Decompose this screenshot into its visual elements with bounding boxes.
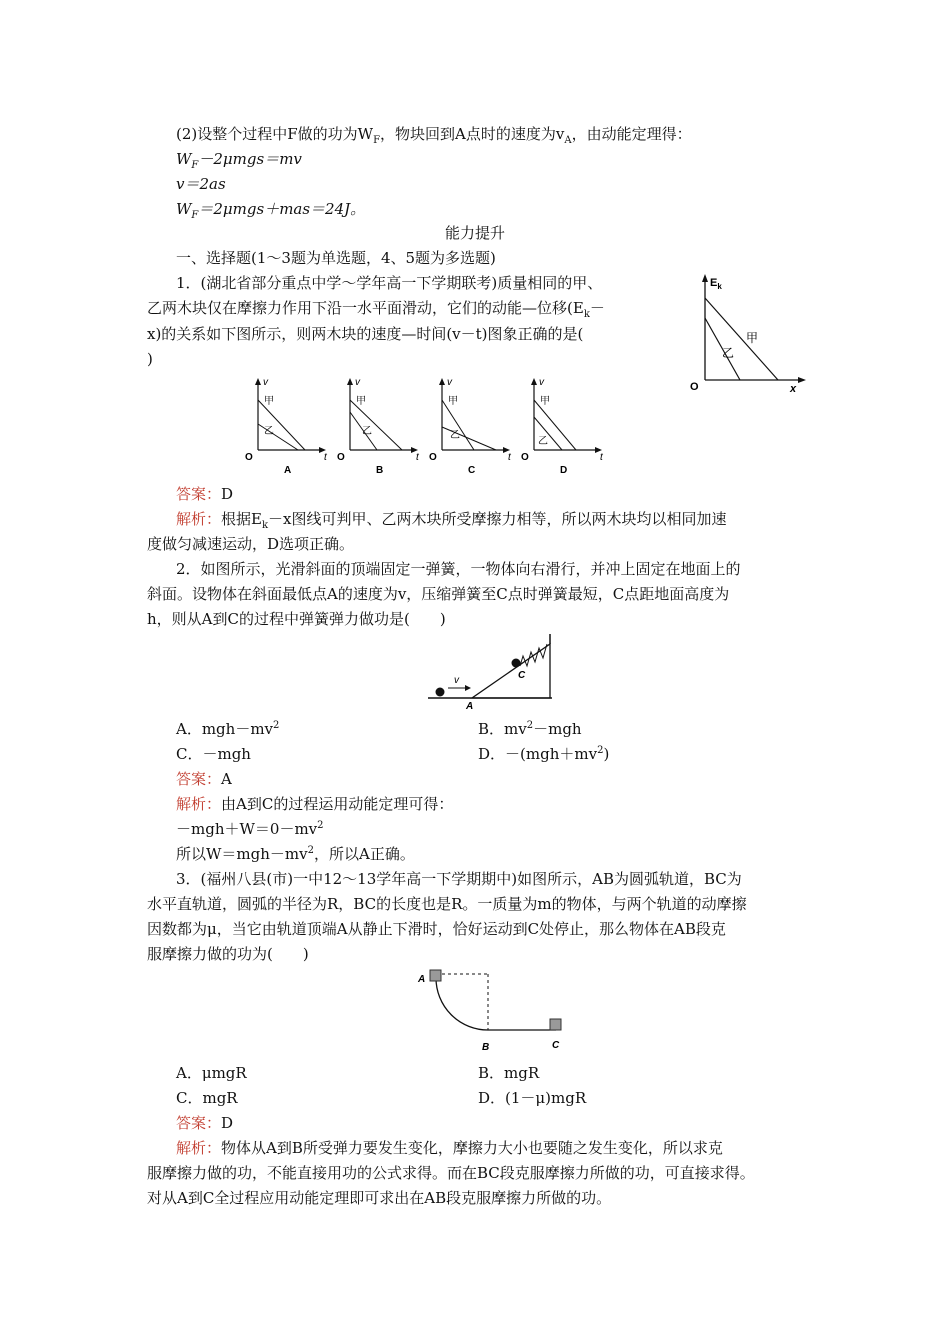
superscript: 2 [597, 745, 604, 756]
text: 根据E [221, 510, 262, 528]
q1-line-3: x)的关系如下图所示，则两木块的速度—时间(v－t)图象正确的是( [147, 325, 584, 343]
prev-solution-line-2 [176, 149, 302, 172]
a-label: A [466, 701, 474, 710]
line-jia [350, 400, 402, 450]
q3-option-b: B．mgR [478, 1064, 540, 1082]
analysis-label: 解析： [176, 795, 222, 813]
prev-solution-line-1 [176, 124, 692, 147]
yi-label: 乙 [450, 430, 460, 441]
analysis-label: 解析： [176, 510, 222, 528]
text: ，物块回到A点时的速度为v [380, 125, 565, 143]
q3-answer [176, 1113, 233, 1133]
incline-figure [428, 628, 558, 710]
t-label: t [416, 452, 419, 463]
arc-track-figure [410, 966, 570, 1060]
q3-analysis-2: 服摩擦力做的功，不能直接用功的公式求得。而在BC段克服摩擦力所做的功，可直接求得。 [147, 1164, 755, 1182]
text: W [176, 150, 192, 168]
superscript: 2 [307, 845, 314, 856]
text: 所以W＝mgh－mv [176, 845, 308, 863]
text: ，所以A正确。 [313, 845, 415, 863]
option-label: C [468, 465, 476, 476]
answer-value: D [221, 1114, 234, 1132]
b-label: B [482, 1042, 490, 1053]
q3-line-2: 水平直轨道，圆弧的半径为R，BC的长度也是R。一质量为m的物体，与两个轨道的动摩擦 [147, 895, 747, 913]
vt-graph-c [429, 377, 512, 476]
v-label: v [263, 377, 268, 388]
q2-option-a [176, 719, 279, 742]
q2-line-3: h，则从A到C的过程中弹簧弹力做功是( ) [147, 610, 446, 628]
q1-answer [176, 484, 233, 504]
q3-option-a: A．μmgR [176, 1064, 247, 1082]
arrow [347, 378, 353, 385]
velocity-arrowhead [465, 685, 471, 691]
superscript: 2 [273, 720, 280, 731]
ek-x-figure [680, 270, 810, 395]
v-label: v [447, 377, 452, 388]
c-label: C [552, 1040, 560, 1051]
line-jia [705, 298, 778, 380]
text: 乙两木块仅在摩擦力作用下沿一水平面滑动，它们的动能—位移(E [147, 299, 584, 317]
q2-option-b [478, 719, 582, 742]
q2-analysis-1 [176, 794, 453, 814]
q1-line-4: ) [147, 350, 153, 368]
superscript: 2 [317, 820, 324, 831]
option-label: A [284, 465, 292, 476]
q1-analysis-1 [176, 509, 727, 532]
text: W [176, 200, 192, 218]
text: 由A到C的过程运用动能定理可得： [221, 795, 454, 813]
line-jia [442, 400, 474, 450]
answer-value: D [221, 485, 234, 503]
text: － [589, 299, 605, 317]
x-arrow [798, 377, 806, 383]
text: －x图线可判甲、乙两木块所受摩擦力相等，所以两木块均以相同加速 [268, 510, 727, 528]
jia-label: 甲 [448, 396, 458, 407]
answer-label: 答案： [176, 770, 222, 788]
origin-label: O [337, 452, 345, 463]
subscript: F [191, 210, 199, 221]
t-label: t [324, 452, 327, 463]
subscript: F [191, 160, 199, 171]
text: ，由动能定理得： [571, 125, 692, 143]
text: ＝2μmgs＋mas＝24J。 [198, 200, 366, 218]
v-label: v [355, 377, 360, 388]
q3-analysis-1 [176, 1138, 723, 1158]
vt-graph-a [245, 377, 328, 476]
option-label: B [376, 465, 384, 476]
vt-graph-d [521, 377, 604, 476]
analysis-label: 解析： [176, 1139, 222, 1157]
line-jia [258, 400, 305, 450]
q1-analysis-2: 度做匀减速运动，D选项正确。 [147, 535, 355, 553]
x-label: x [790, 383, 797, 395]
section-title: 能力提升 [444, 224, 505, 242]
text: －2μmgs＝mv [198, 150, 302, 168]
origin-label: O [245, 452, 253, 463]
origin-label: O [429, 452, 437, 463]
ball-a [436, 688, 445, 697]
subscript: F [373, 135, 381, 146]
yi-label: 乙 [538, 436, 548, 447]
q3-line-3: 因数都为μ，当它由轨道顶端A从静止下滑时，恰好运动到C处停止，那么物体在AB段克 [147, 920, 726, 938]
v-label: v [539, 377, 544, 388]
c-label: C [518, 670, 526, 681]
origin-label: O [690, 381, 699, 393]
ek-label: $E_k$ [710, 277, 722, 291]
origin-label: O [521, 452, 529, 463]
text: D．－(mgh＋mv [478, 745, 598, 763]
q2-option-d [478, 744, 609, 767]
y-arrow [702, 274, 708, 282]
vt-figures [240, 372, 620, 480]
answer-value: A [221, 770, 232, 788]
jia-label: 甲 [746, 331, 759, 345]
jia-label: 甲 [540, 396, 550, 407]
prev-solution-line-3: v＝2as [176, 175, 226, 193]
subscript: A [564, 135, 572, 146]
text: (2)设整个过程中F做的功为W [176, 125, 374, 143]
q1-line-2 [147, 298, 605, 321]
q2-analysis-2 [176, 819, 324, 842]
option-label: D [560, 465, 568, 476]
block-c [550, 1019, 561, 1030]
q3-analysis-3: 对从A到C全过程应用动能定理即可求出在AB段克服摩擦力所做的功。 [147, 1189, 612, 1207]
q2-line-1: 2．如图所示，光滑斜面的顶端固定一弹簧，一物体向右滑行，并冲上固定在地面上的 [176, 560, 741, 578]
text: ) [603, 745, 610, 763]
arrow [255, 378, 261, 385]
arc-track [436, 978, 488, 1030]
answer-label: 答案： [176, 485, 222, 503]
q2-option-c: C．－mgh [176, 745, 251, 763]
arrow [531, 378, 537, 385]
block-a [430, 970, 441, 981]
section-subtitle: 一、选择题(1～3题为单选题，4、5题为多选题) [176, 249, 496, 267]
text: 物体从A到B所受弹力要发生变化，摩擦力大小也要随之发生变化，所以求克 [221, 1139, 723, 1157]
text: A．mgh－mv [176, 720, 274, 738]
q2-analysis-3 [176, 844, 415, 867]
jia-label: 甲 [264, 396, 274, 407]
superscript: 2 [526, 720, 534, 731]
text: －mgh [533, 720, 582, 738]
yi-label: 乙 [362, 426, 372, 437]
vt-graph-b [337, 377, 420, 476]
v-label: v [454, 675, 459, 686]
q3-option-d: D．(1－μ)mgR [478, 1089, 587, 1107]
ball-c [512, 659, 521, 668]
prev-solution-line-4 [176, 199, 365, 222]
q2-answer [176, 769, 232, 789]
arrow [439, 378, 445, 385]
q3-line-4: 服摩擦力做的功为( ) [147, 945, 309, 963]
t-label: t [600, 452, 603, 463]
q3-option-c: C．mgR [176, 1089, 238, 1107]
answer-label: 答案： [176, 1114, 222, 1132]
yi-label: 乙 [722, 346, 735, 360]
jia-label: 甲 [356, 396, 366, 407]
subscript: k [261, 520, 269, 531]
yi-label: 乙 [264, 426, 274, 437]
t-label: t [508, 452, 511, 463]
q1-line-1: 1．(湖北省部分重点中学～学年高一下学期联考)质量相同的甲、 [176, 274, 603, 292]
a-label: A [418, 974, 426, 985]
subscript: k [583, 309, 590, 320]
q3-line-1: 3．(福州八县(市)一中12～13学年高一下学期期中)如图所示，AB为圆弧轨道，BC为 [176, 870, 742, 888]
text: B．mv [478, 720, 527, 738]
q2-line-2: 斜面。设物体在斜面最低点A的速度为v，压缩弹簧至C点时弹簧最短，C点距地面高度为 [147, 585, 730, 603]
text: －mgh＋W＝0－mv [176, 820, 318, 838]
